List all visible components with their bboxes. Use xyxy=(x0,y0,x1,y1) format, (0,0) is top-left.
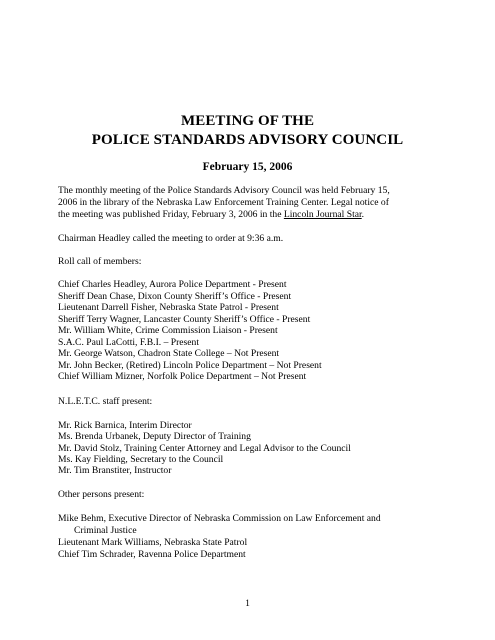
other-person-line: Lieutenant Mark Williams, Nebraska State Patrol xyxy=(58,537,248,548)
other-person-line: Chief Tim Schrader, Ravenna Police Department xyxy=(58,549,246,560)
member-line: Sheriff Dean Chase, Dixon County Sheriff’s Office - Present xyxy=(58,291,292,302)
meeting-date: February 15, 2006 xyxy=(202,161,293,173)
member-line: Mr. George Watson, Chadron State College – Not Present xyxy=(58,348,280,359)
member-line: Mr. John Becker, (Retired) Lincoln Police Department – Not Present xyxy=(58,360,322,371)
title-line-2: POLICE STANDARDS ADVISORY COUNCIL xyxy=(91,132,404,148)
staff-line: Mr. Tim Branstiter, Instructor xyxy=(58,465,172,476)
other-person-line: Mike Behm, Executive Director of Nebraska Commission on Law Enforcement and xyxy=(58,513,381,524)
member-line: Lieutenant Darrell Fisher, Nebraska State Patrol - Present xyxy=(58,302,279,313)
intro-line-2: 2006 in the library of the Nebraska Law Enforcement Training Center. Legal notice of xyxy=(58,197,389,208)
staff-line: Mr. David Stolz, Training Center Attorney and Legal Advisor to the Council xyxy=(58,443,351,454)
member-line: Sheriff Terry Wagner, Lancaster County Sheriff’s Office - Present xyxy=(58,314,311,325)
staff-heading: N.L.E.T.C. staff present: xyxy=(58,396,153,407)
intro-line-3 xyxy=(58,209,364,221)
member-line: Chief Charles Headley, Aurora Police Department - Present xyxy=(58,279,287,290)
member-line: Chief William Mizner, Norfolk Police Department – Not Present xyxy=(58,371,307,382)
call-to-order: Chairman Headley called the meeting to order at 9:36 a.m. xyxy=(58,233,284,244)
member-line: Mr. William White, Crime Commission Liaison - Present xyxy=(58,325,278,336)
staff-line: Ms. Kay Fielding, Secretary to the Council xyxy=(58,454,224,465)
page-number: 1 xyxy=(245,598,250,609)
staff-line: Ms. Brenda Urbanek, Deputy Director of Training xyxy=(58,431,251,442)
newspaper-name: Lincoln Journal Star xyxy=(283,209,362,220)
intro-line-1: The monthly meeting of the Police Standards Advisory Council was held February 15, xyxy=(58,185,390,196)
intro-line-3-end: . xyxy=(361,209,365,220)
others-heading: Other persons present: xyxy=(58,489,145,500)
staff-line: Mr. Rick Barnica, Interim Director xyxy=(58,420,192,431)
other-person-line-continued: Criminal Justice xyxy=(74,525,137,536)
roll-call-heading: Roll call of members: xyxy=(58,256,142,267)
intro-line-3-text: the meeting was published Friday, February 3, 2006 in the xyxy=(58,209,284,220)
title-line-1: MEETING OF THE xyxy=(180,113,315,129)
member-line: S.A.C. Paul LaCotti, F.B.I. – Present xyxy=(58,337,200,348)
